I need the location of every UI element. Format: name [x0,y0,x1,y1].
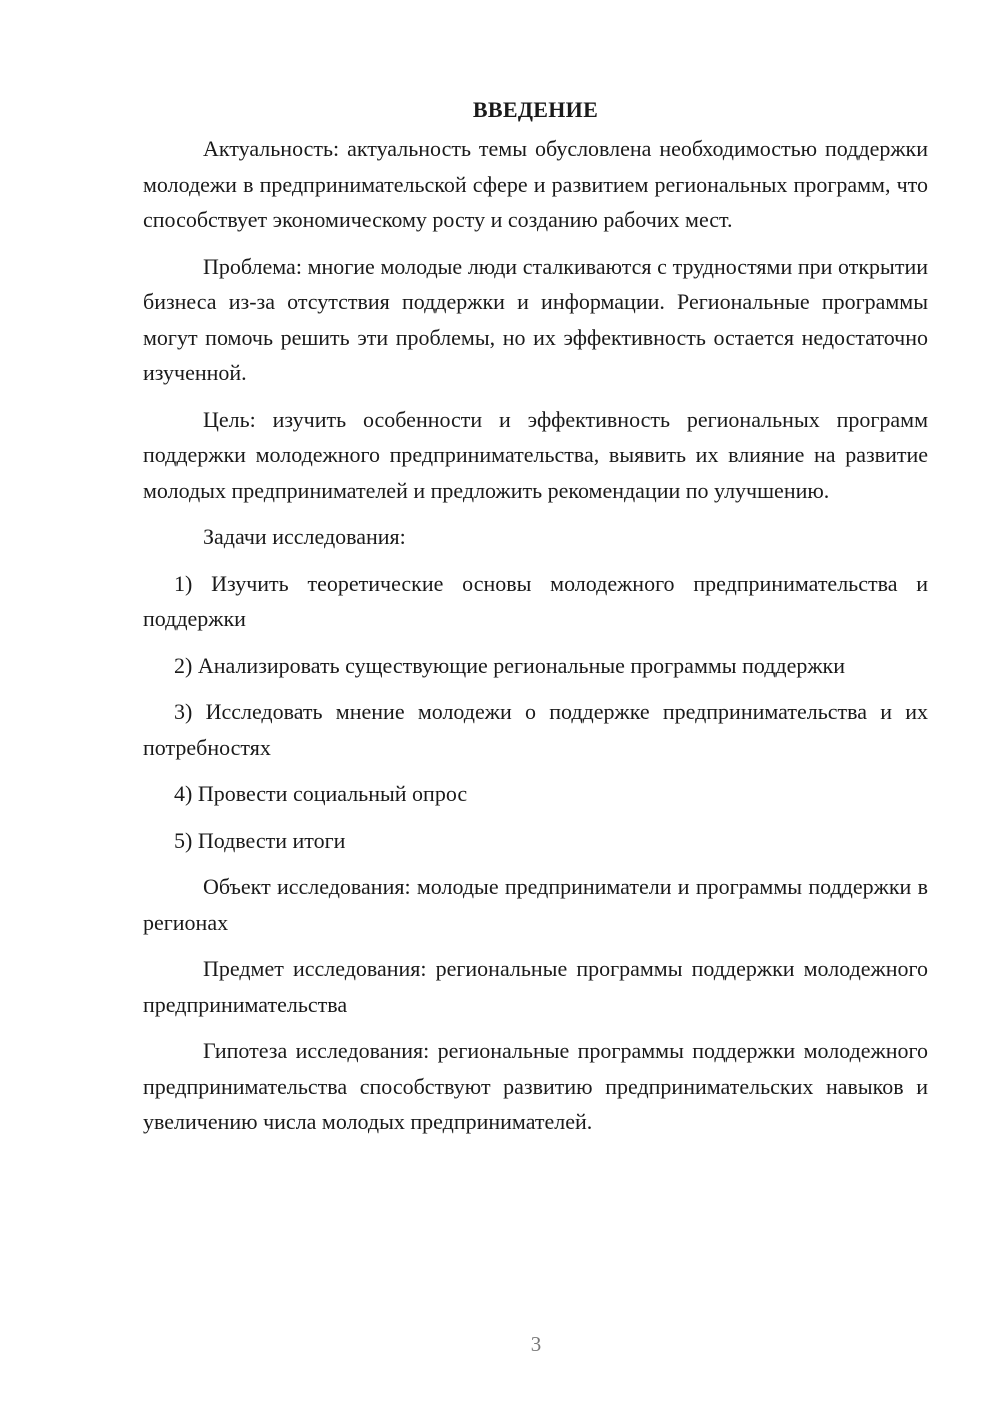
task-item-5: 5) Подвести итоги [174,827,346,853]
task-item-4: 4) Провести социальный опрос [174,781,468,806]
paragraph-object: Объект исследования: молодые предприниматели и программы поддержки в регионах [143,874,928,935]
document-page [143,92,928,1151]
paragraph-problem: Проблема: многие молодые люди сталкиваются с трудностями при открытии бизнеса из-за отсутствия поддержки и информации. Региональные программы могут помочь решить эти проблемы, но их эффективность остается недостаточно изученной. [143,253,928,385]
page-title: ВВЕДЕНИЕ [472,97,599,122]
task-item-1: 1) Изучить теоретические основы молодежного предпринимательства и поддержки [143,570,928,631]
paragraph-relevance: Актуальность: актуальность темы обусловлена необходимостью поддержки молодежи в предпринимательской сфере и развитием региональных программ, что способствует экономическому росту и созданию рабочих мест. [143,136,928,232]
paragraph-goal: Цель: изучить особенности и эффективность региональных программ поддержки молодежного предпринимательства, выявить их влияние на развитие молодых предпринимателей и предложить рекомендации по улучшению. [143,406,928,503]
task-item-2: 2) Анализировать существующие региональные программы поддержки [174,652,846,678]
page-number: 3 [530,1332,542,1356]
paragraph-hypothesis: Гипотеза исследования: региональные программы поддержки молодежного предпринимательства способствуют развитию предпринимательских навыков и увеличению числа молодых предпринимателей. [143,1038,928,1134]
paragraph-subject: Предмет исследования: региональные программы поддержки молодежного предпринимательства [143,956,928,1017]
tasks-heading: Задачи исследования: [203,524,406,549]
task-item-3: 3) Исследовать мнение молодежи о поддержке предпринимательства и их потребностях [143,699,928,760]
